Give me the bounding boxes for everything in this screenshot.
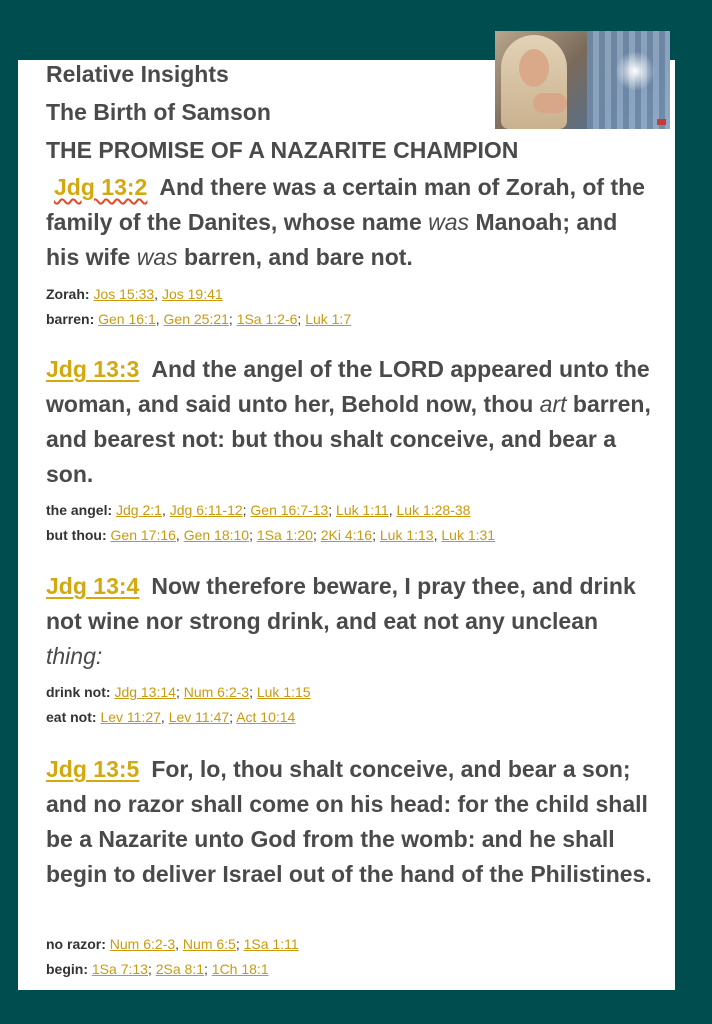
xref-link[interactable]: Jdg 13:14: [114, 684, 176, 700]
xref-separator: ;: [249, 527, 257, 543]
xref-label: eat not:: [46, 709, 101, 725]
xref-label: no razor:: [46, 936, 110, 952]
xref-separator: ;: [235, 936, 244, 952]
xref-label: begin:: [46, 961, 92, 977]
xref-separator: ,: [155, 311, 164, 327]
xref-link[interactable]: 1Sa 7:13: [91, 961, 148, 977]
xref-line: [46, 709, 295, 725]
xref-link[interactable]: Gen 16:1: [98, 311, 156, 327]
verse-text-italic: was: [136, 244, 178, 270]
xref-separator: ,: [175, 936, 183, 952]
xref-link[interactable]: Gen 18:10: [183, 527, 250, 543]
verse-text: barren, and bare not.: [177, 244, 413, 270]
xref-link[interactable]: 1Sa 1:2-6: [236, 311, 298, 327]
xref-link[interactable]: Lev 11:27: [100, 709, 161, 725]
xref-label: but thou:: [46, 527, 111, 543]
xref-link[interactable]: Luk 1:13: [379, 527, 434, 543]
xref-link[interactable]: Num 6:5: [182, 936, 236, 952]
xref-link[interactable]: 2Sa 8:1: [155, 961, 204, 977]
verse-13-4: [46, 569, 656, 674]
xref-label: barren:: [46, 311, 99, 327]
verse-13-2: [46, 170, 656, 275]
xref-separator: ;: [147, 961, 156, 977]
xref-link[interactable]: 1Sa 1:20: [256, 527, 313, 543]
xref-separator: ;: [328, 502, 337, 518]
xref-link[interactable]: Jdg 6:11-12: [169, 502, 243, 518]
verse-13-3: [46, 352, 656, 492]
xref-separator: ;: [242, 502, 251, 518]
verse-ref-link[interactable]: Jdg 13:4: [46, 573, 140, 599]
xref-line: [46, 936, 299, 952]
xref-separator: ;: [372, 527, 380, 543]
light-glow: [615, 51, 655, 91]
xref-label: Zorah:: [46, 286, 94, 302]
figure-face: [519, 49, 549, 87]
xref-link[interactable]: Luk 1:11: [336, 502, 389, 518]
illustration-thumbnail[interactable]: [495, 31, 670, 129]
verse-ref-link[interactable]: Jdg 13:3: [46, 356, 140, 382]
verse-text: Manoah; and his wife: [46, 209, 618, 270]
heading-line-3: THE PROMISE OF A NAZARITE CHAMPION: [46, 137, 519, 163]
xref-link[interactable]: 2Ki 4:16: [320, 527, 373, 543]
verse-text-italic: thing:: [46, 643, 103, 669]
xref-link[interactable]: Gen 16:7-13: [250, 502, 329, 518]
verse-ref-link[interactable]: Jdg 13:5: [46, 756, 140, 782]
xref-line: [46, 527, 495, 543]
xref-link[interactable]: 1Ch 18:1: [211, 961, 269, 977]
xref-separator: ;: [297, 311, 306, 327]
xref-link[interactable]: Act 10:14: [236, 709, 296, 725]
xref-link[interactable]: Luk 1:28-38: [396, 502, 471, 518]
xref-line: [46, 961, 269, 977]
xref-separator: ,: [154, 286, 162, 302]
xref-separator: ,: [175, 527, 184, 543]
heading-line-1: Relative Insights: [46, 61, 229, 87]
xref-link[interactable]: Lev 11:47: [168, 709, 230, 725]
xref-link[interactable]: Num 6:2-3: [183, 684, 250, 700]
xref-link[interactable]: Gen 17:16: [110, 527, 176, 543]
xref-separator: ,: [433, 527, 442, 543]
xref-separator: ,: [160, 709, 169, 725]
xref-label: drink not:: [46, 684, 115, 700]
heading-line-2: The Birth of Samson: [46, 99, 271, 125]
xref-link[interactable]: Luk 1:7: [305, 311, 352, 327]
xref-separator: ;: [175, 684, 184, 700]
verse-text: Now therefore beware, I pray thee, and drink not wine nor strong drink, and eat not any unclean: [46, 573, 636, 634]
xref-separator: ;: [228, 311, 237, 327]
verse-text-italic: art: [539, 391, 567, 417]
xref-separator: ,: [388, 502, 397, 518]
xref-label: the angel:: [46, 502, 117, 518]
xref-separator: ;: [229, 709, 237, 725]
xref-link[interactable]: 1Sa 1:11: [243, 936, 299, 952]
xref-line: [46, 502, 470, 518]
xref-link[interactable]: Jos 19:41: [161, 286, 223, 302]
xref-separator: ;: [249, 684, 257, 700]
xref-link[interactable]: Luk 1:15: [256, 684, 311, 700]
xref-link[interactable]: Luk 1:31: [441, 527, 496, 543]
verse-text-italic: was: [428, 209, 470, 235]
verse-text: For, lo, thou shalt conceive, and bear a son; and no razor shall come on his head: for the child shall be a Nazarite unto God from the womb: and he shall begin to deliver Israel out of the hand of the Philistines.: [46, 756, 652, 887]
xref-line: [46, 311, 351, 327]
xref-separator: ,: [161, 502, 170, 518]
verse-text: And there was a certain man of Zorah, of the family of the Danites, whose name: [46, 174, 645, 235]
xref-separator: ;: [204, 961, 212, 977]
figure-hands: [533, 93, 567, 113]
xref-link[interactable]: Gen 25:21: [163, 311, 229, 327]
xref-link[interactable]: Num 6:2-3: [109, 936, 176, 952]
xref-link[interactable]: Jdg 2:1: [116, 502, 162, 518]
xref-line: [46, 286, 223, 302]
verse-13-5: [46, 752, 656, 892]
xref-link[interactable]: Jos 15:33: [93, 286, 155, 302]
verse-ref-link[interactable]: Jdg 13:2: [54, 174, 148, 200]
corner-badge: [657, 119, 666, 125]
xref-line: [46, 684, 311, 700]
verse-text: barren, and bearest not: but thou shalt conceive, and bear a son.: [46, 391, 651, 487]
xref-separator: ;: [312, 527, 321, 543]
verse-text: And the angel of the LORD appeared unto the woman, and said unto her, Behold now, thou: [46, 356, 650, 417]
